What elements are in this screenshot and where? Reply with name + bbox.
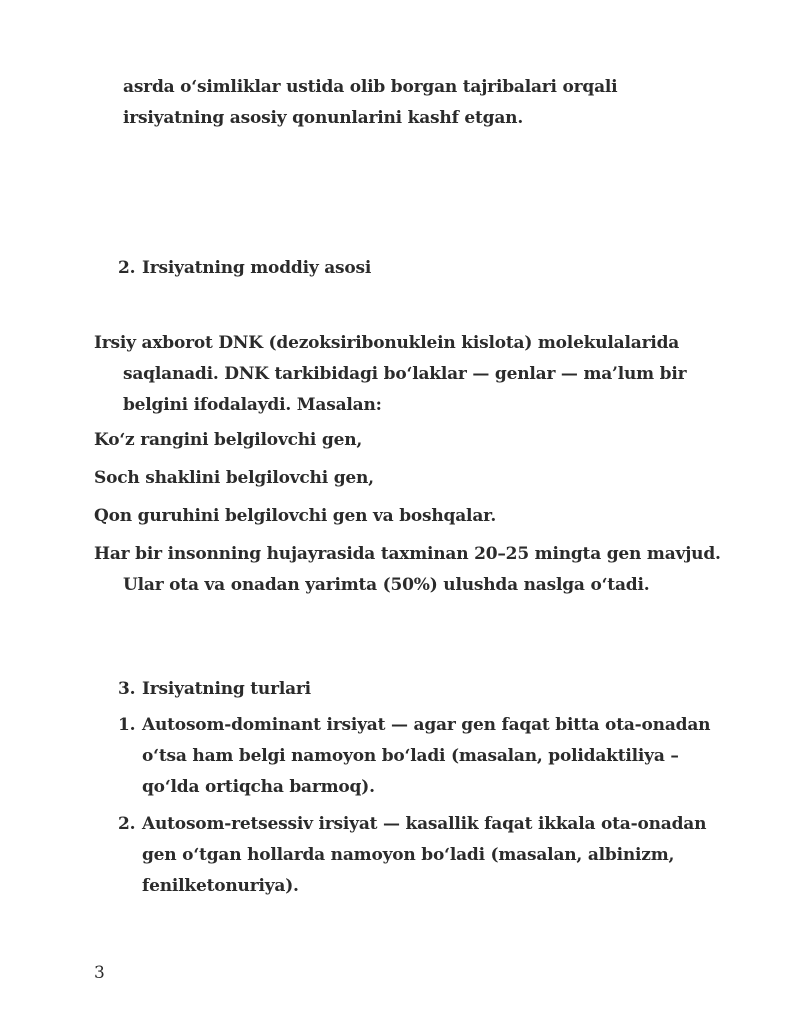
intro-continuation: asrda o‘simliklar ustida olib borgan tajribalari orqali irsiyatning asosiy qonunlarini kashf etgan. [123, 77, 618, 128]
page-number: 3 [94, 963, 105, 983]
list-item-text: Autosom-retsessiv irsiyat — kasallik faqat ikkala ota-onadan gen o‘tgan hollarda namoyon bo‘ladi (masalan, albinizm, fenilketonuriya). [142, 814, 707, 896]
list-item [118, 710, 738, 803]
section-2-number: 2. [118, 258, 136, 278]
example-item: Soch shaklini belgilovchi gen, [94, 468, 374, 488]
list-item-number: 1. [118, 715, 136, 735]
section-2-paragraph: Irsiy axborot DNK (dezoksiribonuklein kislota) molekulalarida saqlanadi. DNK tarkibidagi bo‘laklar — genlar — ma’lum bir belgini ifodalaydi. Masalan: [94, 333, 687, 415]
section-3-number: 3. [118, 679, 136, 699]
section-3-heading [118, 674, 738, 705]
list-item-text: Autosom-dominant irsiyat — agar gen faqat bitta ota-onadan o‘tsa ham belgi namoyon bo‘ladi (masalan, polidaktiliya – qo‘lda ortiqcha barmoq). [142, 715, 711, 797]
section-2-heading [118, 253, 738, 284]
section-3-title: Irsiyatning turlari [142, 679, 311, 699]
section-2-title: Irsiyatning moddiy asosi [142, 258, 372, 278]
list-item [118, 809, 738, 902]
example-item: Qon guruhini belgilovchi gen va boshqalar. [94, 506, 497, 526]
section-2-paragraph-2: Har bir insonning hujayrasida taxminan 20–25 mingta gen mavjud. Ular ota va onadan yarimta (50%) ulushda naslga o‘tadi. [94, 544, 721, 595]
list-item-number: 2. [118, 814, 136, 834]
example-item: Ko‘z rangini belgilovchi gen, [94, 430, 363, 450]
